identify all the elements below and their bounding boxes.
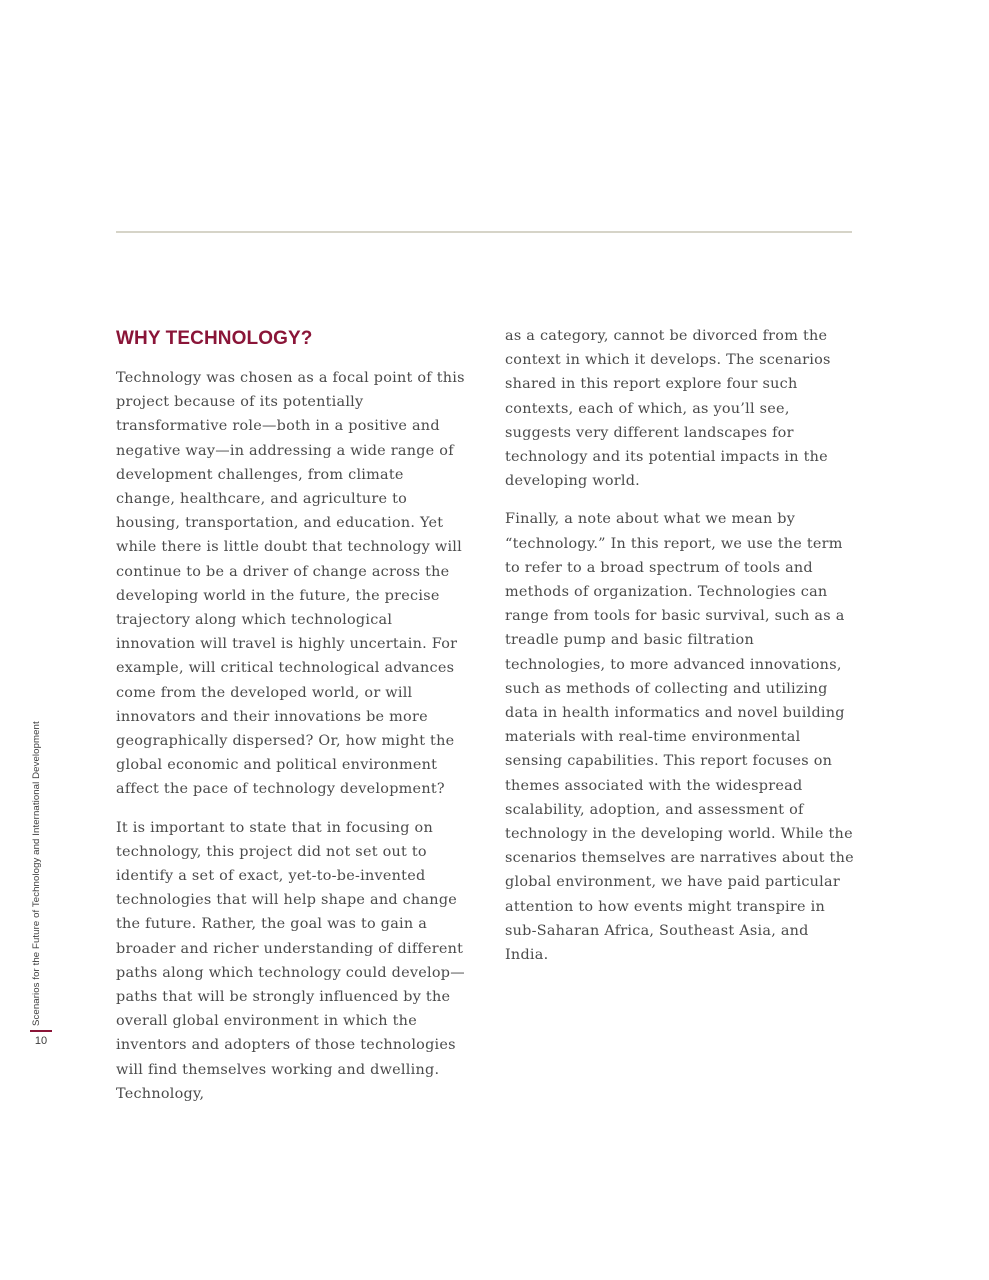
top-divider bbox=[116, 231, 852, 233]
paragraph: Finally, a note about what we mean by “technology.” In this report, we use the term to refer to a broad spectrum of tools and methods of organization. Technologies can range from tools for basic survival, such as a treadle pump and basic filtration technologies, to more advanced innovations, such as methods of collecting and utilizing data in health informatics and novel building materials with real-time environmental sensing capabilities. This report focuses on themes associated with the widespread scalability, adoption, and assessment of technology in the developing world. While the scenarios themselves are narratives about the global environment, we have paid particular attention to how events might transpire in sub-Saharan Africa, Southeast Asia, and India. bbox=[505, 511, 854, 964]
section-heading: WHY TECHNOLOGY? bbox=[116, 328, 313, 349]
right-column bbox=[505, 326, 855, 981]
left-column bbox=[116, 326, 466, 1120]
paragraph: Technology was chosen as a focal point of this project because of its potentially transformative role—both in a positive and negative way—in addressing a wide range of development challenges, from climate change, healthcare, and agriculture to housing, transportation, and education. Yet while there is little doubt that technology will continue to be a driver of change across the developing world in the future, the precise trajectory along which technological innovation will travel is highly uncertain. For example, will critical technological advances come from the developed world, or will innovators and their innovations be more geographically dispersed? Or, how might the global economic and political environment affect the pace of technology development? bbox=[116, 370, 465, 798]
running-title: Scenarios for the Future of Technology and International Development bbox=[31, 721, 42, 1026]
paragraph: It is important to state that in focusing on technology, this project did not set out to identify a set of exact, yet-to-be-invented technologies that will help shape and change the future. Rather, the goal was to gain a broader and richer understanding of different paths along which technology could develop—paths that will be strongly influenced by the overall global environment in which the inventors and adopters of those technologies will find themselves working and dwelling. Technology, bbox=[116, 819, 465, 1102]
page-number: 10 bbox=[34, 1035, 48, 1047]
page-number-rule bbox=[30, 1030, 52, 1032]
paragraph: as a category, cannot be divorced from the context in which it develops. The scenarios shared in this report explore four such contexts, each of which, as you’ll see, suggests very different landscapes for technology and its potential impacts in the developing world. bbox=[505, 328, 831, 490]
